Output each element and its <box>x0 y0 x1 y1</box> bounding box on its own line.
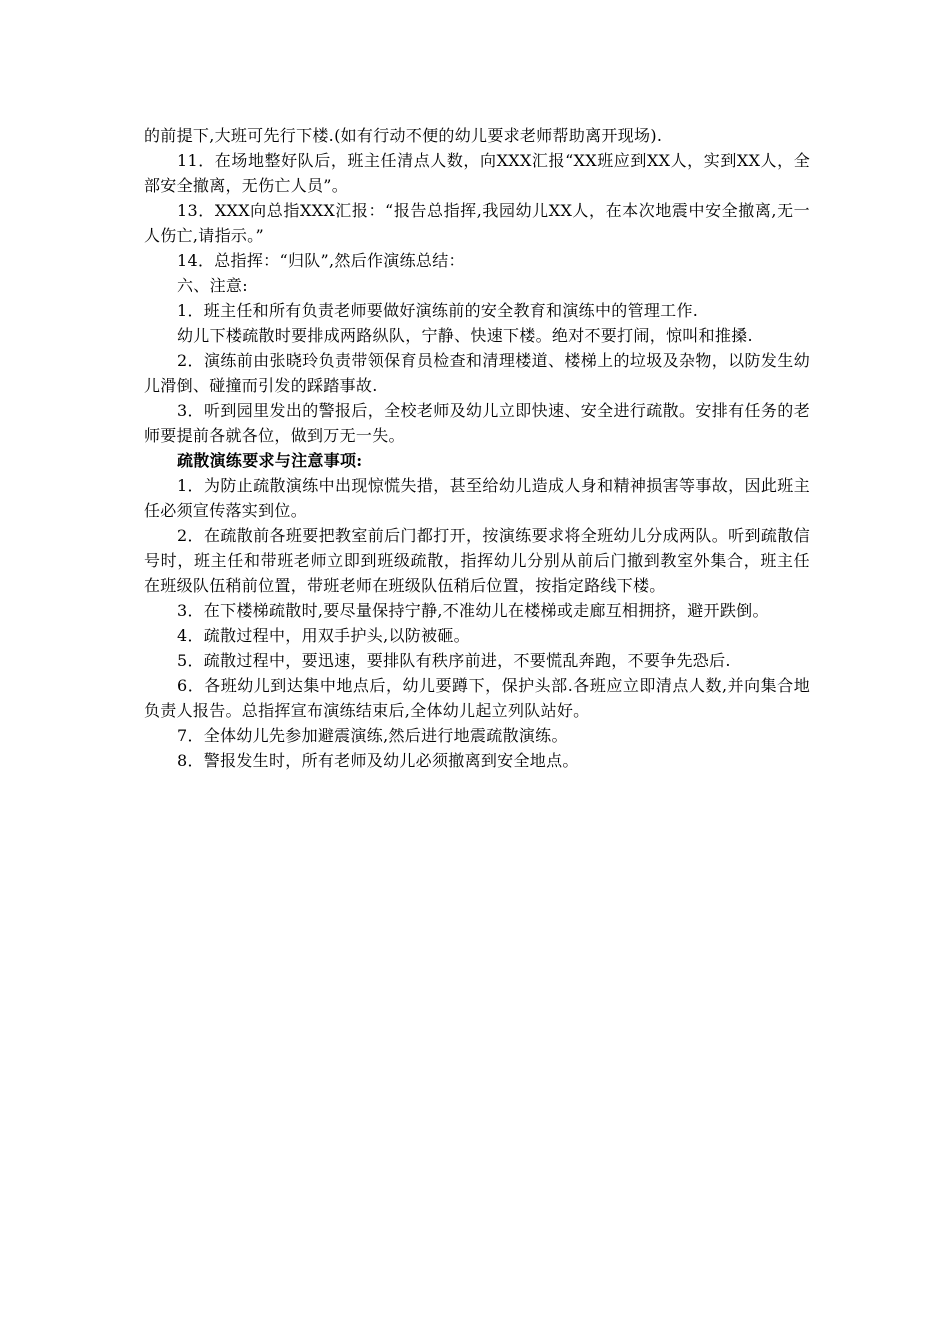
paragraph-item-14: 14．总指挥：“归队”,然后作演练总结： <box>177 251 465 270</box>
paragraph-continuation: 的前提下,大班可先行下楼.(如有行动不便的幼儿要求老师帮助离开现场). <box>144 126 663 145</box>
paragraph-note-1-detail: 幼儿下楼疏散时要排成两路纵队，宁静、快速下楼。绝对不要打闹，惊叫和推搡. <box>177 326 753 345</box>
section-heading-notes: 六、注意: <box>177 276 248 295</box>
paragraph-item-13: 13．XXX向总指XXX汇报：“报告总指挥,我园幼儿XX人，在本次地震中安全撤离,无一人伤亡,请指示。” <box>144 201 810 245</box>
paragraph-item-11: 11．在场地整好队后，班主任清点人数，向XXX汇报“XX班应到XX人，实到XX人，全部安全撤离，无伤亡人员”。 <box>144 151 810 195</box>
paragraph-requirement-4: 4．疏散过程中，用双手护头,以防被砸。 <box>177 626 470 645</box>
paragraph-requirement-3: 3．在下楼梯疏散时,要尽量保持宁静,不准幼儿在楼梯或走廊互相拥挤，避开跌倒。 <box>177 601 769 620</box>
paragraph-requirement-6: 6．各班幼儿到达集中地点后，幼儿要蹲下，保护头部.各班应立即清点人数,并向集合地负责人报告。总指挥宣布演练结束后,全体幼儿起立列队站好。 <box>144 676 810 720</box>
paragraph-requirement-2: 2．在疏散前各班要把教室前后门都打开，按演练要求将全班幼儿分成两队。听到疏散信号时，班主任和带班老师立即到班级疏散，指挥幼儿分别从前后门撤到教室外集合，班主任在班级队伍稍前位置，带班老师在班级队伍稍后位置，按指定路线下楼。 <box>144 526 810 595</box>
section-heading-requirements: 疏散演练要求与注意事项: <box>177 451 363 470</box>
paragraph-requirement-8: 8．警报发生时，所有老师及幼儿必须撤离到安全地点。 <box>177 751 579 770</box>
paragraph-requirement-1: 1．为防止疏散演练中出现惊慌失措，甚至给幼儿造成人身和精神损害等事故，因此班主任必须宣传落实到位。 <box>144 476 810 520</box>
document-page <box>144 123 810 773</box>
paragraph-note-2: 2．演练前由张晓玲负责带领保育员检查和清理楼道、楼梯上的垃圾及杂物，以防发生幼儿滑倒、碰撞而引发的踩踏事故. <box>144 351 810 395</box>
paragraph-note-1: 1．班主任和所有负责老师要做好演练前的安全教育和演练中的管理工作. <box>177 301 699 320</box>
paragraph-note-3: 3．听到园里发出的警报后，全校老师及幼儿立即快速、安全进行疏散。安排有任务的老师要提前各就各位，做到万无一失。 <box>144 401 810 445</box>
paragraph-requirement-7: 7．全体幼儿先参加避震演练,然后进行地震疏散演练。 <box>177 726 568 745</box>
paragraph-requirement-5: 5．疏散过程中，要迅速，要排队有秩序前进，不要慌乱奔跑，不要争先恐后. <box>177 651 731 670</box>
